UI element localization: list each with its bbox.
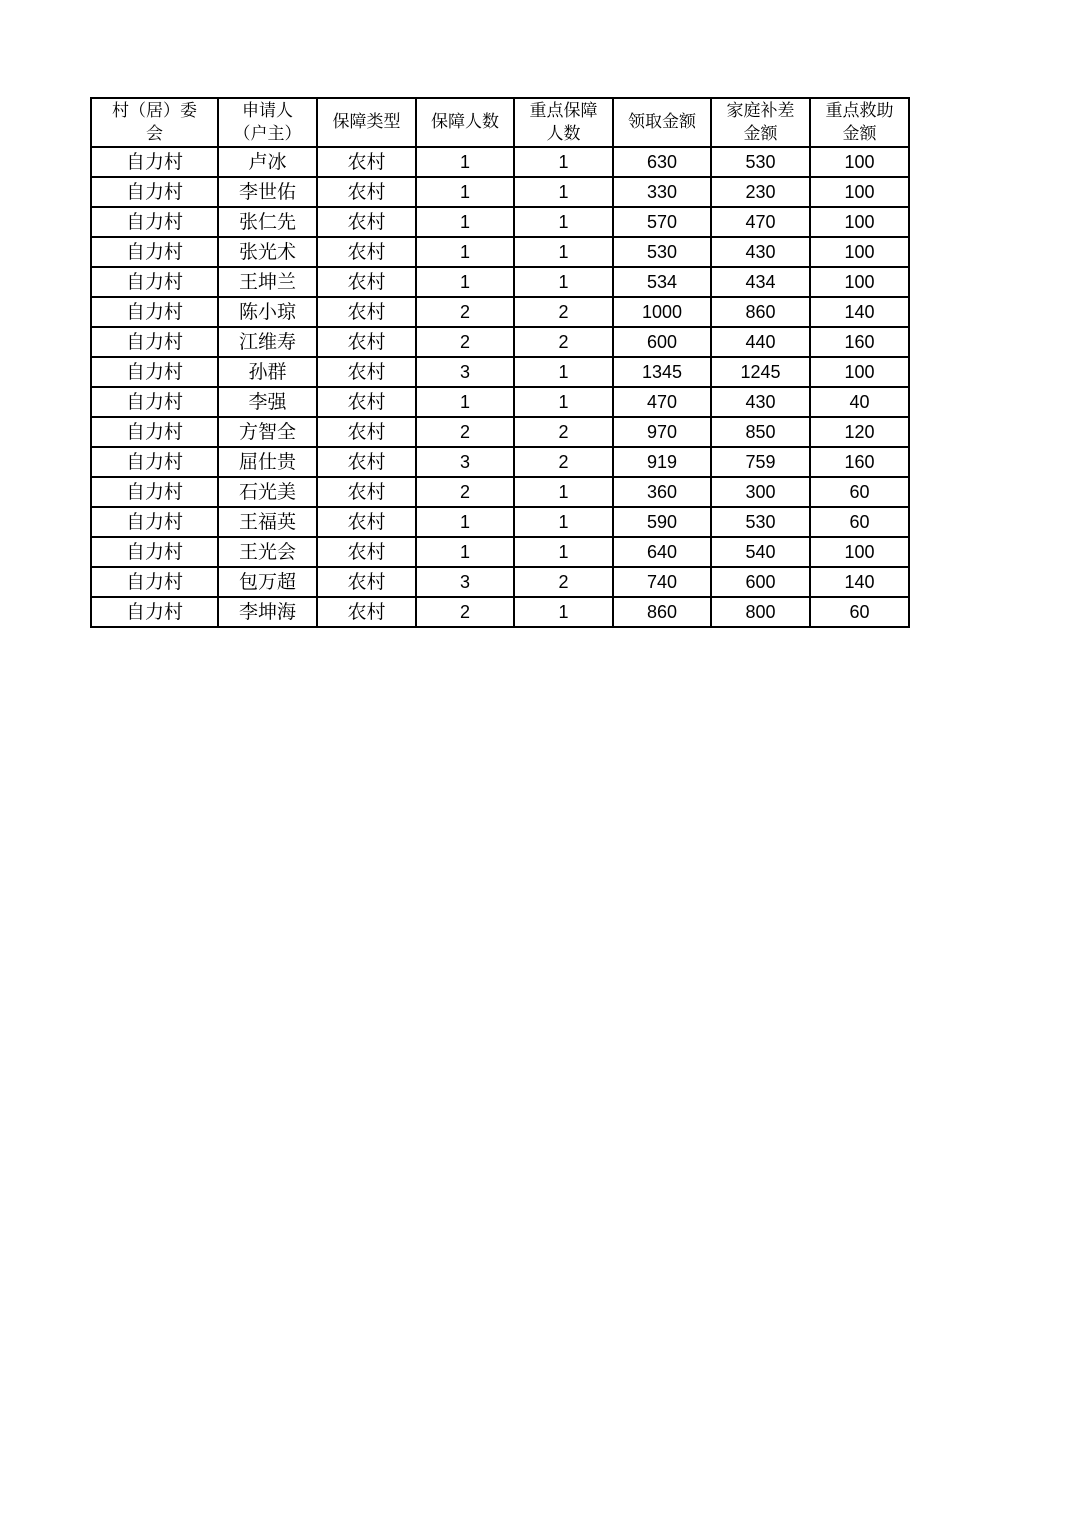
persons-cell: 2 <box>416 297 514 327</box>
relief-table <box>90 97 910 628</box>
key-persons-cell: 1 <box>514 387 613 417</box>
key-aid-cell: 100 <box>810 537 909 567</box>
table-row <box>91 357 909 387</box>
committee-cell: 自力村 <box>91 567 218 597</box>
table-row <box>91 567 909 597</box>
family-subsidy-cell: 430 <box>711 387 810 417</box>
table-row <box>91 387 909 417</box>
table-row <box>91 237 909 267</box>
committee-cell: 自力村 <box>91 537 218 567</box>
persons-cell: 1 <box>416 147 514 177</box>
type-cell: 农村 <box>317 507 416 537</box>
applicant-cell: 李强 <box>218 387 317 417</box>
persons-cell: 1 <box>416 177 514 207</box>
key-aid-cell: 100 <box>810 207 909 237</box>
applicant-cell: 屈仕贵 <box>218 447 317 477</box>
type-cell: 农村 <box>317 357 416 387</box>
applicant-cell: 方智全 <box>218 417 317 447</box>
header-applicant-line2: （户主） <box>233 123 302 144</box>
applicant-cell: 卢冰 <box>218 147 317 177</box>
header-row <box>91 98 909 147</box>
amount-cell: 630 <box>613 147 711 177</box>
persons-cell: 2 <box>416 417 514 447</box>
applicant-cell: 包万超 <box>218 567 317 597</box>
key-aid-cell: 140 <box>810 297 909 327</box>
key-persons-cell: 2 <box>514 447 613 477</box>
header-type <box>317 98 416 147</box>
type-cell: 农村 <box>317 177 416 207</box>
header-key-aid-line2: 金额 <box>842 123 877 144</box>
applicant-cell: 江维寿 <box>218 327 317 357</box>
type-cell: 农村 <box>317 297 416 327</box>
header-committee <box>91 98 218 147</box>
amount-cell: 740 <box>613 567 711 597</box>
header-persons-line1: 保障人数 <box>431 112 499 132</box>
key-persons-cell: 1 <box>514 597 613 627</box>
key-persons-cell: 1 <box>514 507 613 537</box>
amount-cell: 570 <box>613 207 711 237</box>
table-row <box>91 267 909 297</box>
amount-cell: 600 <box>613 327 711 357</box>
type-cell: 农村 <box>317 267 416 297</box>
amount-cell: 330 <box>613 177 711 207</box>
key-persons-cell: 2 <box>514 297 613 327</box>
type-cell: 农村 <box>317 417 416 447</box>
persons-cell: 3 <box>416 567 514 597</box>
committee-cell: 自力村 <box>91 357 218 387</box>
amount-cell: 1345 <box>613 357 711 387</box>
family-subsidy-cell: 759 <box>711 447 810 477</box>
key-aid-cell: 100 <box>810 267 909 297</box>
amount-cell: 1000 <box>613 297 711 327</box>
type-cell: 农村 <box>317 237 416 267</box>
amount-cell: 534 <box>613 267 711 297</box>
persons-cell: 1 <box>416 237 514 267</box>
key-persons-cell: 1 <box>514 237 613 267</box>
persons-cell: 2 <box>416 327 514 357</box>
family-subsidy-cell: 800 <box>711 597 810 627</box>
applicant-cell: 石光美 <box>218 477 317 507</box>
table-row <box>91 447 909 477</box>
persons-cell: 2 <box>416 477 514 507</box>
header-type-line1: 保障类型 <box>332 112 401 132</box>
key-persons-cell: 2 <box>514 327 613 357</box>
committee-cell: 自力村 <box>91 477 218 507</box>
type-cell: 农村 <box>317 567 416 597</box>
family-subsidy-cell: 530 <box>711 147 810 177</box>
committee-cell: 自力村 <box>91 147 218 177</box>
amount-cell: 860 <box>613 597 711 627</box>
header-key-aid-line1: 重点救助 <box>825 100 894 121</box>
committee-cell: 自力村 <box>91 237 218 267</box>
applicant-cell: 李世佑 <box>218 177 317 207</box>
type-cell: 农村 <box>317 387 416 417</box>
persons-cell: 1 <box>416 387 514 417</box>
key-persons-cell: 1 <box>514 177 613 207</box>
applicant-cell: 王光会 <box>218 537 317 567</box>
key-aid-cell: 60 <box>810 507 909 537</box>
type-cell: 农村 <box>317 477 416 507</box>
applicant-cell: 陈小琼 <box>218 297 317 327</box>
applicant-cell: 王坤兰 <box>218 267 317 297</box>
header-key-persons <box>514 98 613 147</box>
table-row <box>91 417 909 447</box>
committee-cell: 自力村 <box>91 267 218 297</box>
family-subsidy-cell: 850 <box>711 417 810 447</box>
amount-cell: 530 <box>613 237 711 267</box>
key-persons-cell: 1 <box>514 537 613 567</box>
key-aid-cell: 160 <box>810 327 909 357</box>
amount-cell: 470 <box>613 387 711 417</box>
committee-cell: 自力村 <box>91 297 218 327</box>
key-aid-cell: 40 <box>810 387 909 417</box>
amount-cell: 970 <box>613 417 711 447</box>
persons-cell: 3 <box>416 447 514 477</box>
table-row <box>91 207 909 237</box>
table-row <box>91 147 909 177</box>
applicant-cell: 李坤海 <box>218 597 317 627</box>
committee-cell: 自力村 <box>91 177 218 207</box>
table-row <box>91 477 909 507</box>
committee-cell: 自力村 <box>91 447 218 477</box>
table-row <box>91 597 909 627</box>
persons-cell: 1 <box>416 507 514 537</box>
table-body <box>91 147 909 627</box>
table-row <box>91 507 909 537</box>
amount-cell: 640 <box>613 537 711 567</box>
key-aid-cell: 60 <box>810 477 909 507</box>
key-persons-cell: 1 <box>514 267 613 297</box>
table-row <box>91 297 909 327</box>
committee-cell: 自力村 <box>91 387 218 417</box>
type-cell: 农村 <box>317 597 416 627</box>
family-subsidy-cell: 230 <box>711 177 810 207</box>
type-cell: 农村 <box>317 147 416 177</box>
applicant-cell: 张仁先 <box>218 207 317 237</box>
header-applicant <box>218 98 317 147</box>
key-aid-cell: 100 <box>810 147 909 177</box>
family-subsidy-cell: 1245 <box>711 357 810 387</box>
type-cell: 农村 <box>317 537 416 567</box>
header-family-subsidy-line1: 家庭补差 <box>726 100 795 121</box>
header-key-aid <box>810 98 909 147</box>
header-applicant-line1: 申请人 <box>242 100 293 121</box>
family-subsidy-cell: 470 <box>711 207 810 237</box>
committee-cell: 自力村 <box>91 417 218 447</box>
type-cell: 农村 <box>317 447 416 477</box>
key-aid-cell: 100 <box>810 357 909 387</box>
key-aid-cell: 100 <box>810 177 909 207</box>
table-row <box>91 177 909 207</box>
key-persons-cell: 2 <box>514 417 613 447</box>
header-family-subsidy <box>711 98 810 147</box>
key-persons-cell: 2 <box>514 567 613 597</box>
committee-cell: 自力村 <box>91 327 218 357</box>
family-subsidy-cell: 530 <box>711 507 810 537</box>
key-aid-cell: 160 <box>810 447 909 477</box>
key-aid-cell: 140 <box>810 567 909 597</box>
family-subsidy-cell: 860 <box>711 297 810 327</box>
family-subsidy-cell: 440 <box>711 327 810 357</box>
persons-cell: 1 <box>416 537 514 567</box>
header-persons <box>416 98 514 147</box>
table-row <box>91 327 909 357</box>
persons-cell: 1 <box>416 207 514 237</box>
amount-cell: 919 <box>613 447 711 477</box>
table-row <box>91 537 909 567</box>
key-aid-cell: 60 <box>810 597 909 627</box>
persons-cell: 1 <box>416 267 514 297</box>
key-persons-cell: 1 <box>514 147 613 177</box>
committee-cell: 自力村 <box>91 207 218 237</box>
persons-cell: 2 <box>416 597 514 627</box>
family-subsidy-cell: 540 <box>711 537 810 567</box>
family-subsidy-cell: 430 <box>711 237 810 267</box>
key-aid-cell: 100 <box>810 237 909 267</box>
header-committee-line2: 会 <box>146 123 163 144</box>
header-committee-line1: 村（居）委 <box>112 100 197 121</box>
applicant-cell: 孙群 <box>218 357 317 387</box>
family-subsidy-cell: 600 <box>711 567 810 597</box>
header-amount <box>613 98 711 147</box>
persons-cell: 3 <box>416 357 514 387</box>
header-amount-line1: 领取金额 <box>628 112 696 132</box>
header-key-persons-line2: 人数 <box>546 123 581 144</box>
type-cell: 农村 <box>317 207 416 237</box>
committee-cell: 自力村 <box>91 597 218 627</box>
header-family-subsidy-line2: 金额 <box>743 123 778 144</box>
type-cell: 农村 <box>317 327 416 357</box>
header-key-persons-line1: 重点保障 <box>529 100 598 121</box>
key-persons-cell: 1 <box>514 357 613 387</box>
committee-cell: 自力村 <box>91 507 218 537</box>
applicant-cell: 王福英 <box>218 507 317 537</box>
key-aid-cell: 120 <box>810 417 909 447</box>
amount-cell: 590 <box>613 507 711 537</box>
family-subsidy-cell: 300 <box>711 477 810 507</box>
family-subsidy-cell: 434 <box>711 267 810 297</box>
applicant-cell: 张光术 <box>218 237 317 267</box>
key-persons-cell: 1 <box>514 207 613 237</box>
key-persons-cell: 1 <box>514 477 613 507</box>
amount-cell: 360 <box>613 477 711 507</box>
